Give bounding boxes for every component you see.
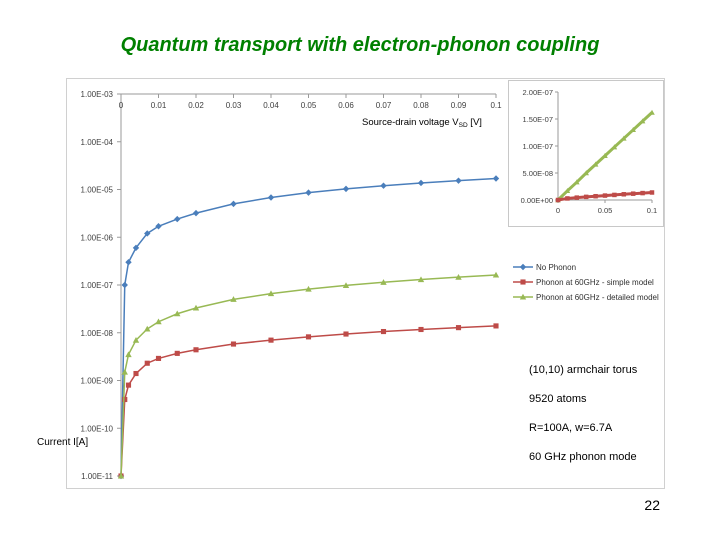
main-x-tick-label: 0.08 [413, 101, 429, 110]
main-legend-swatch-marker [520, 279, 525, 284]
main-y-tick-label: 1.00E-09 [80, 376, 113, 386]
inset-series-point-1 [584, 195, 588, 199]
info-geometry: R=100A, w=6.7A [529, 422, 613, 434]
main-x-tick-label: 0.09 [450, 101, 467, 110]
main-x-tick-label: 0 [118, 101, 124, 110]
inset-y-tick-label: 2.00E-07 [522, 88, 553, 97]
main-x-axis-title-unit: [V] [467, 117, 482, 128]
main-series-point-1 [231, 341, 236, 346]
slide-title: Quantum transport with electron-phonon coupling [120, 34, 600, 56]
main-x-tick-label: 0.04 [263, 101, 279, 110]
info-phonon-mode: 60 GHz phonon mode [529, 451, 637, 463]
main-series-point-1 [133, 371, 138, 376]
main-legend-label: Phonon at 60GHz - detailed model [536, 293, 659, 302]
inset-series-point-1 [650, 190, 654, 194]
inset-y-tick-label: 1.50E-07 [522, 115, 553, 124]
main-legend-label: Phonon at 60GHz - simple model [536, 278, 654, 287]
inset-series-point-1 [565, 196, 569, 200]
main-series-point-1 [306, 334, 311, 339]
info-atom-count: 9520 atoms [529, 393, 587, 405]
main-series-point-1 [381, 329, 386, 334]
main-legend-label: No Phonon [536, 263, 577, 272]
inset-chart [508, 80, 666, 228]
main-x-tick-label: 0.1 [490, 101, 502, 110]
main-y-axis-title: Current I[A] [37, 437, 89, 448]
inset-series-point-1 [631, 191, 635, 195]
main-y-tick-label: 1.00E-06 [80, 233, 113, 243]
inset-series-point-1 [593, 194, 597, 198]
main-series-point-1 [418, 327, 423, 332]
main-x-tick-label: 0.07 [375, 101, 392, 110]
inset-x-tick-label: 0.05 [597, 206, 613, 215]
main-x-tick-label: 0.03 [225, 101, 242, 110]
inset-series-point-1 [612, 193, 616, 197]
main-series-point-1 [156, 356, 161, 361]
main-series-point-1 [175, 351, 180, 356]
main-y-tick-label: 1.00E-11 [81, 472, 113, 481]
inset-series-point-1 [556, 198, 560, 202]
inset-series-point-1 [622, 192, 626, 196]
inset-y-tick-label: 1.00E-07 [522, 142, 553, 151]
main-x-tick-label: 0.02 [188, 101, 204, 110]
inset-x-tick-label: 0.1 [646, 206, 658, 215]
main-y-tick-label: 1.00E-04 [80, 137, 113, 147]
main-series-point-1 [456, 325, 461, 330]
inset-series-point-1 [640, 191, 644, 195]
main-series-point-1 [126, 383, 131, 388]
inset-series-point-1 [603, 193, 607, 197]
info-torus-type: (10,10) armchair torus [529, 364, 638, 376]
main-x-tick-label: 0.06 [338, 101, 354, 110]
inset-y-tick-label: 5.00E-08 [522, 169, 553, 178]
main-series-point-1 [343, 331, 348, 336]
main-y-tick-label: 1.00E-10 [80, 424, 113, 434]
inset-y-tick-label: 0.00E+00 [520, 196, 553, 205]
main-series-point-1 [145, 361, 150, 366]
main-series-point-1 [493, 323, 498, 328]
main-x-axis-title-text: Source-drain voltage V [362, 117, 459, 128]
main-y-tick-label: 1.00E-05 [80, 185, 113, 195]
main-y-tick-label: 1.00E-03 [80, 90, 113, 99]
inset-x-tick-label: 0 [555, 206, 561, 215]
main-y-tick-label: 1.00E-07 [80, 281, 113, 290]
main-series-point-1 [268, 338, 273, 343]
main-y-tick-label: 1.00E-08 [80, 328, 113, 338]
main-series-point-1 [193, 347, 198, 352]
page-number: 22 [644, 497, 660, 513]
main-x-tick-label: 0.05 [300, 101, 317, 110]
inset-series-point-1 [575, 195, 579, 199]
main-x-tick-label: 0.01 [150, 101, 167, 110]
main-x-axis-title-subscript: SD [458, 122, 468, 129]
